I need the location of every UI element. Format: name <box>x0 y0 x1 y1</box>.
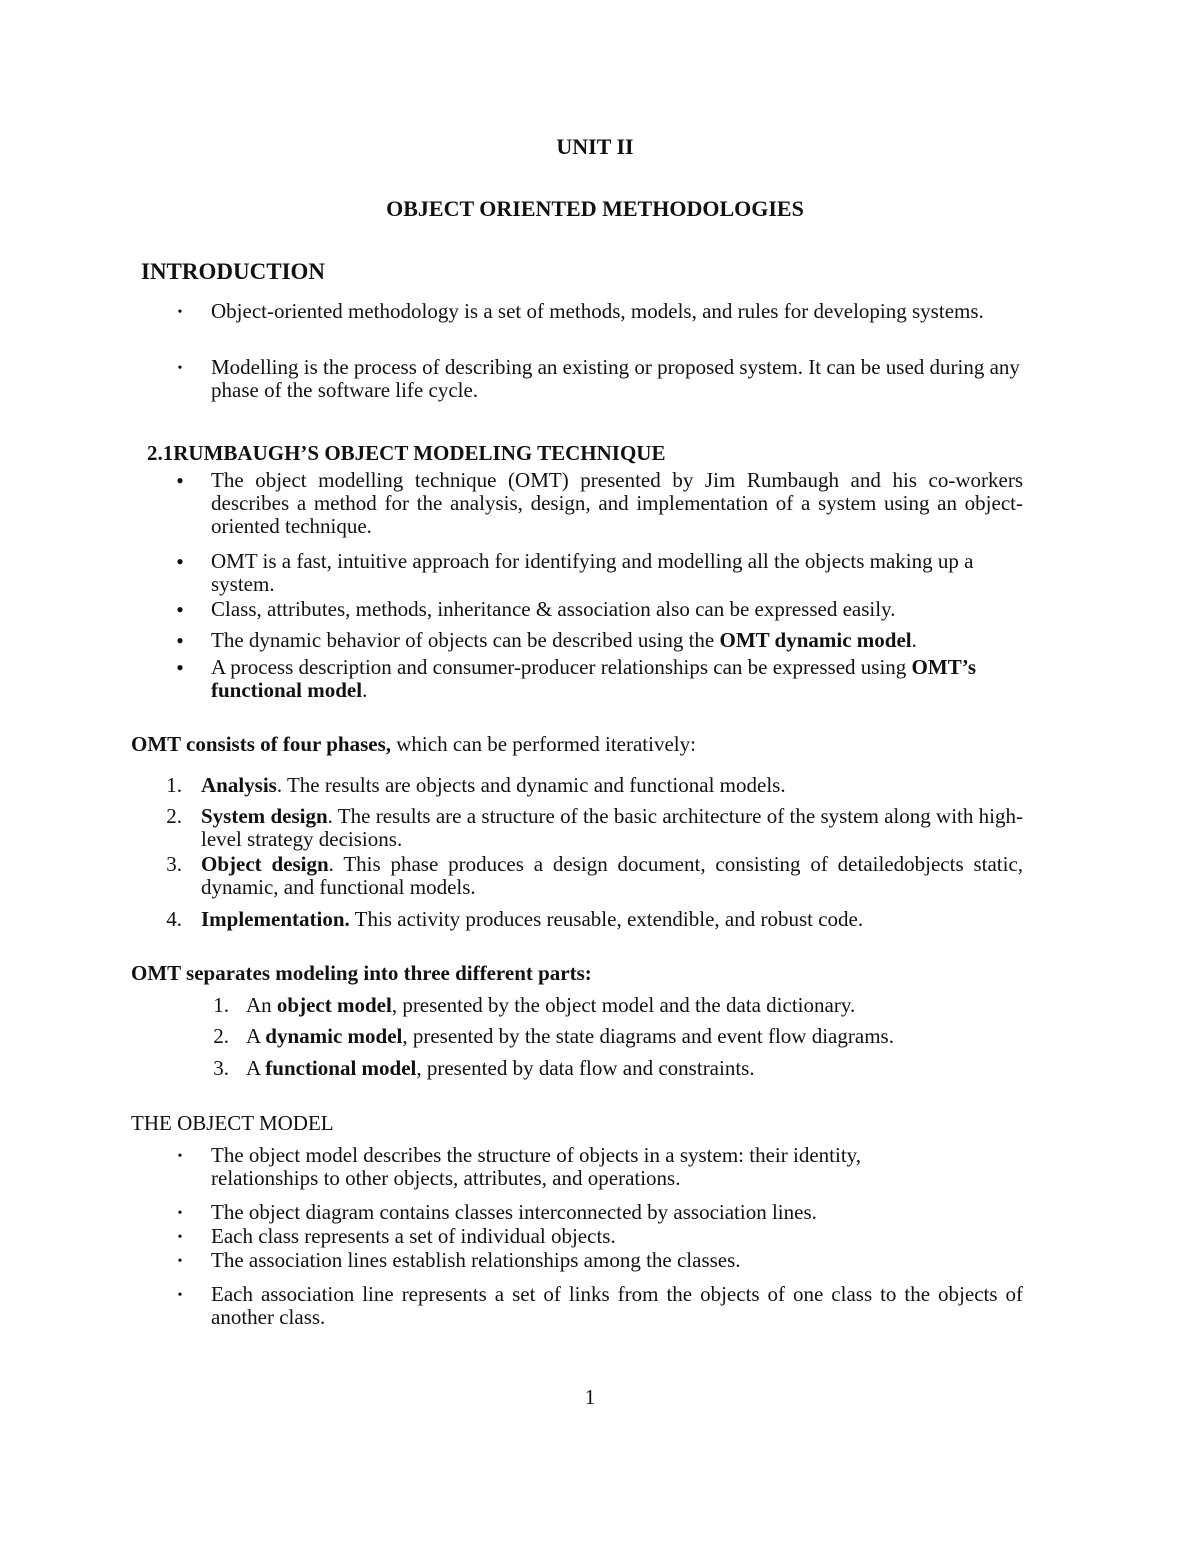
intro-item-1: Object-oriented methodology is a set of methods, models, and rules for developing systems. <box>211 299 984 323</box>
omt-item-4-text: The dynamic behavior of objects can be described using the <box>211 628 720 652</box>
phase-name: Implementation. <box>201 907 350 931</box>
bullet-icon: • <box>176 628 184 653</box>
phase-name: Object design <box>201 852 329 876</box>
bullet-icon: • <box>176 597 184 622</box>
object-model-item-4: The association lines establish relationships among the classes. <box>211 1248 741 1272</box>
omt-item-5 <box>211 656 1011 702</box>
object-model-item-2: The object diagram contains classes interconnected by association lines. <box>211 1200 817 1224</box>
section-title: RUMBAUGH’S OBJECT MODELING TECHNIQUE <box>173 441 666 465</box>
phase-item-1 <box>201 774 1023 797</box>
part-number: 3. <box>213 1056 229 1080</box>
omt-item-5-text: A process description and consumer-producer relationships can be expressed using <box>211 655 912 679</box>
phase-text: . The results are objects and dynamic and functional models. <box>276 773 786 797</box>
part-name: functional model <box>265 1056 417 1080</box>
omt-item-5-end: . <box>362 678 368 702</box>
part-number: 2. <box>213 1024 229 1048</box>
part-pre: A <box>246 1056 266 1080</box>
introduction-heading: INTRODUCTION <box>141 259 326 284</box>
part-text: , presented by the state diagrams and event flow diagrams. <box>402 1024 894 1048</box>
phase-number: 2. <box>166 804 182 828</box>
page-number: 1 <box>584 1385 596 1409</box>
bullet-icon: • <box>177 1149 183 1164</box>
bullet-icon: • <box>176 549 184 574</box>
part-pre: An <box>246 993 277 1017</box>
part-text: , presented by data flow and constraints. <box>416 1056 755 1080</box>
part-number: 1. <box>213 993 229 1017</box>
omt-item-1: The object modelling technique (OMT) presented by Jim Rumbaugh and his co-workers describes a method for the analysis, design, and implementation of a system using an object-oriented technique. <box>211 468 1023 538</box>
part-text: , presented by the object model and the data dictionary. <box>391 993 856 1017</box>
part-name: dynamic model <box>265 1024 403 1048</box>
bullet-icon: • <box>177 1230 183 1245</box>
object-model-item-1: The object model describes the structure of objects in a system: their identity, relationships to other objects, attributes, and operations. <box>211 1143 862 1190</box>
phase-item-4 <box>201 908 1023 931</box>
bullet-icon: • <box>177 305 183 320</box>
object-model-heading: THE OBJECT MODEL <box>131 1111 334 1135</box>
phase-text: This activity produces reusable, extendible, and robust code. <box>349 907 864 931</box>
omt-item-4 <box>211 629 1023 652</box>
part-name: object model <box>276 993 392 1017</box>
part-pre: A <box>246 1024 266 1048</box>
phase-item-2 <box>201 805 1023 851</box>
part-item-2 <box>246 1025 1023 1048</box>
omt-item-4-end: . <box>911 628 917 652</box>
bullet-icon: • <box>176 655 184 680</box>
phases-intro-rest: which can be performed iteratively: <box>391 732 696 756</box>
phases-intro-bold: OMT consists of four phases, <box>131 732 392 756</box>
intro-item-2: Modelling is the process of describing an existing or proposed system. It can be used during any phase of the software life cycle. <box>211 355 1020 402</box>
bullet-icon: • <box>177 1206 183 1221</box>
bullet-icon: • <box>177 1254 183 1269</box>
phase-number: 1. <box>166 773 182 797</box>
phase-name: System design <box>201 804 328 828</box>
phase-name: Analysis <box>201 773 277 797</box>
section-number: 2.1 <box>147 441 174 465</box>
unit-title: UNIT II <box>556 134 634 159</box>
object-model-item-3: Each class represents a set of individual objects. <box>211 1224 616 1248</box>
omt-item-3: Class, attributes, methods, inheritance & association also can be expressed easily. <box>211 597 896 621</box>
bullet-icon: • <box>177 1288 183 1303</box>
section-2-1-heading <box>147 442 665 465</box>
phase-number: 3. <box>166 852 182 876</box>
omt-dynamic-model-term: OMT dynamic model <box>719 628 912 652</box>
phase-text: . The results are a structure of the basic architecture of the system along with high-level strategy decisions. <box>201 804 1023 851</box>
phase-item-3 <box>201 853 1023 899</box>
bullet-icon: • <box>177 361 183 376</box>
omt-item-2: OMT is a fast, intuitive approach for identifying and modelling all the objects making up a system. <box>211 549 974 596</box>
phase-number: 4. <box>166 907 182 931</box>
omt-functional-model-term: OMT’s functional model <box>211 655 977 702</box>
phase-text: . This phase produces a design document, consisting of detailedobjects static, dynamic, and functional models. <box>201 852 1024 899</box>
phases-intro <box>131 733 696 756</box>
document-title: OBJECT ORIENTED METHODOLOGIES <box>386 196 804 221</box>
part-item-3 <box>246 1057 1023 1080</box>
part-item-1 <box>246 994 1023 1017</box>
object-model-item-5: Each association line represents a set of links from the objects of one class to the objects of another class. <box>211 1282 1023 1329</box>
parts-intro: OMT separates modeling into three different parts: <box>131 961 592 985</box>
bullet-icon: • <box>176 468 184 493</box>
